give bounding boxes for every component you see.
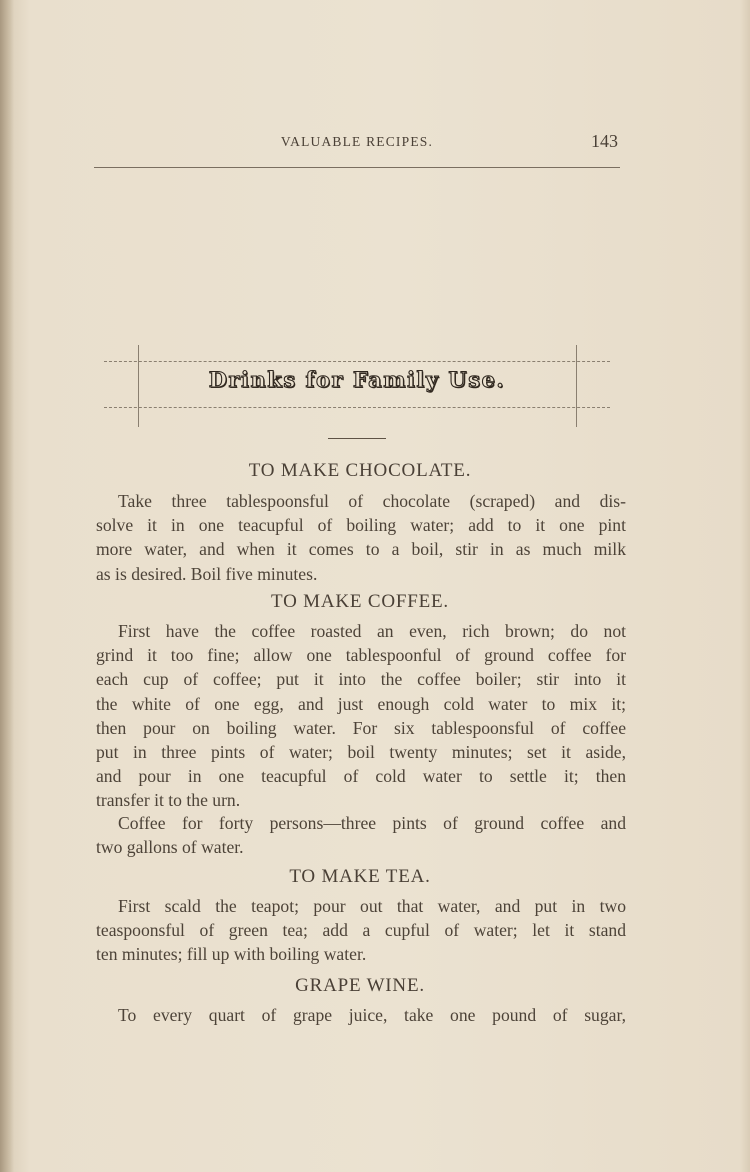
running-head	[94, 132, 620, 154]
text-line: and pour in one teacupful of cold water to settle it; then	[96, 766, 626, 787]
text-line: First have the coffee roasted an even, rich brown; do not	[118, 621, 626, 641]
recipe-paragraph-coffee-note	[96, 811, 626, 859]
text-line: more water, and when it comes to a boil, stir in as much milk	[96, 539, 626, 560]
text-line: First scald the teapot; pour out that water, and put in two	[118, 896, 626, 916]
recipe-paragraph-coffee	[96, 619, 626, 813]
recipe-heading-coffee: TO MAKE COFFEE.	[271, 591, 449, 612]
text-line: solve it in one teacupful of boiling water; add to it one pint	[96, 515, 626, 536]
text-line: To every quart of grape juice, take one pound of sugar,	[118, 1005, 626, 1025]
page-gutter-shadow	[0, 0, 14, 1172]
section-title: Drinks for Family Use.	[208, 367, 506, 392]
box-right-rule	[576, 345, 577, 427]
text-line: put in three pints of water; boil twenty minutes; set it aside,	[96, 741, 626, 762]
page-number: 143	[591, 131, 618, 151]
text-line: as is desired. Boil five minutes.	[96, 563, 318, 584]
text-line: transfer it to the urn.	[96, 790, 241, 811]
recipe-heading-grape-wine: GRAPE WINE.	[295, 975, 425, 996]
box-bottom-rule	[104, 407, 610, 408]
recipe-paragraph-chocolate	[96, 489, 626, 586]
running-head-title: VALUABLE RECIPES.	[280, 134, 434, 149]
text-line: Take three tablespoonsful of chocolate (scraped) and dis-	[118, 491, 626, 511]
text-line: grind it too fine; allow one tablespoonful of ground coffee for	[96, 645, 626, 666]
text-line: teaspoonsful of green tea; add a cupful of water; let it stand	[96, 920, 626, 941]
text-line: each cup of coffee; put it into the coffee boiler; stir into it	[96, 669, 626, 690]
recipe-paragraph-tea	[96, 894, 626, 967]
title-divider	[328, 438, 386, 439]
header-rule	[94, 167, 620, 168]
box-top-rule	[104, 361, 610, 362]
section-title-box	[104, 345, 610, 425]
text-line: ten minutes; fill up with boiling water.	[96, 944, 367, 965]
recipe-heading-chocolate: TO MAKE CHOCOLATE.	[248, 460, 472, 481]
recipe-heading-tea: TO MAKE TEA.	[289, 866, 431, 887]
text-line: Coffee for forty persons—three pints of ground coffee and	[118, 813, 626, 833]
text-line: the white of one egg, and just enough cold water to mix it;	[96, 693, 626, 714]
text-line: then pour on boiling water. For six tablespoonsful of coffee	[96, 717, 626, 738]
text-line: two gallons of water.	[96, 837, 244, 858]
recipe-paragraph-grape-wine	[96, 1003, 626, 1027]
